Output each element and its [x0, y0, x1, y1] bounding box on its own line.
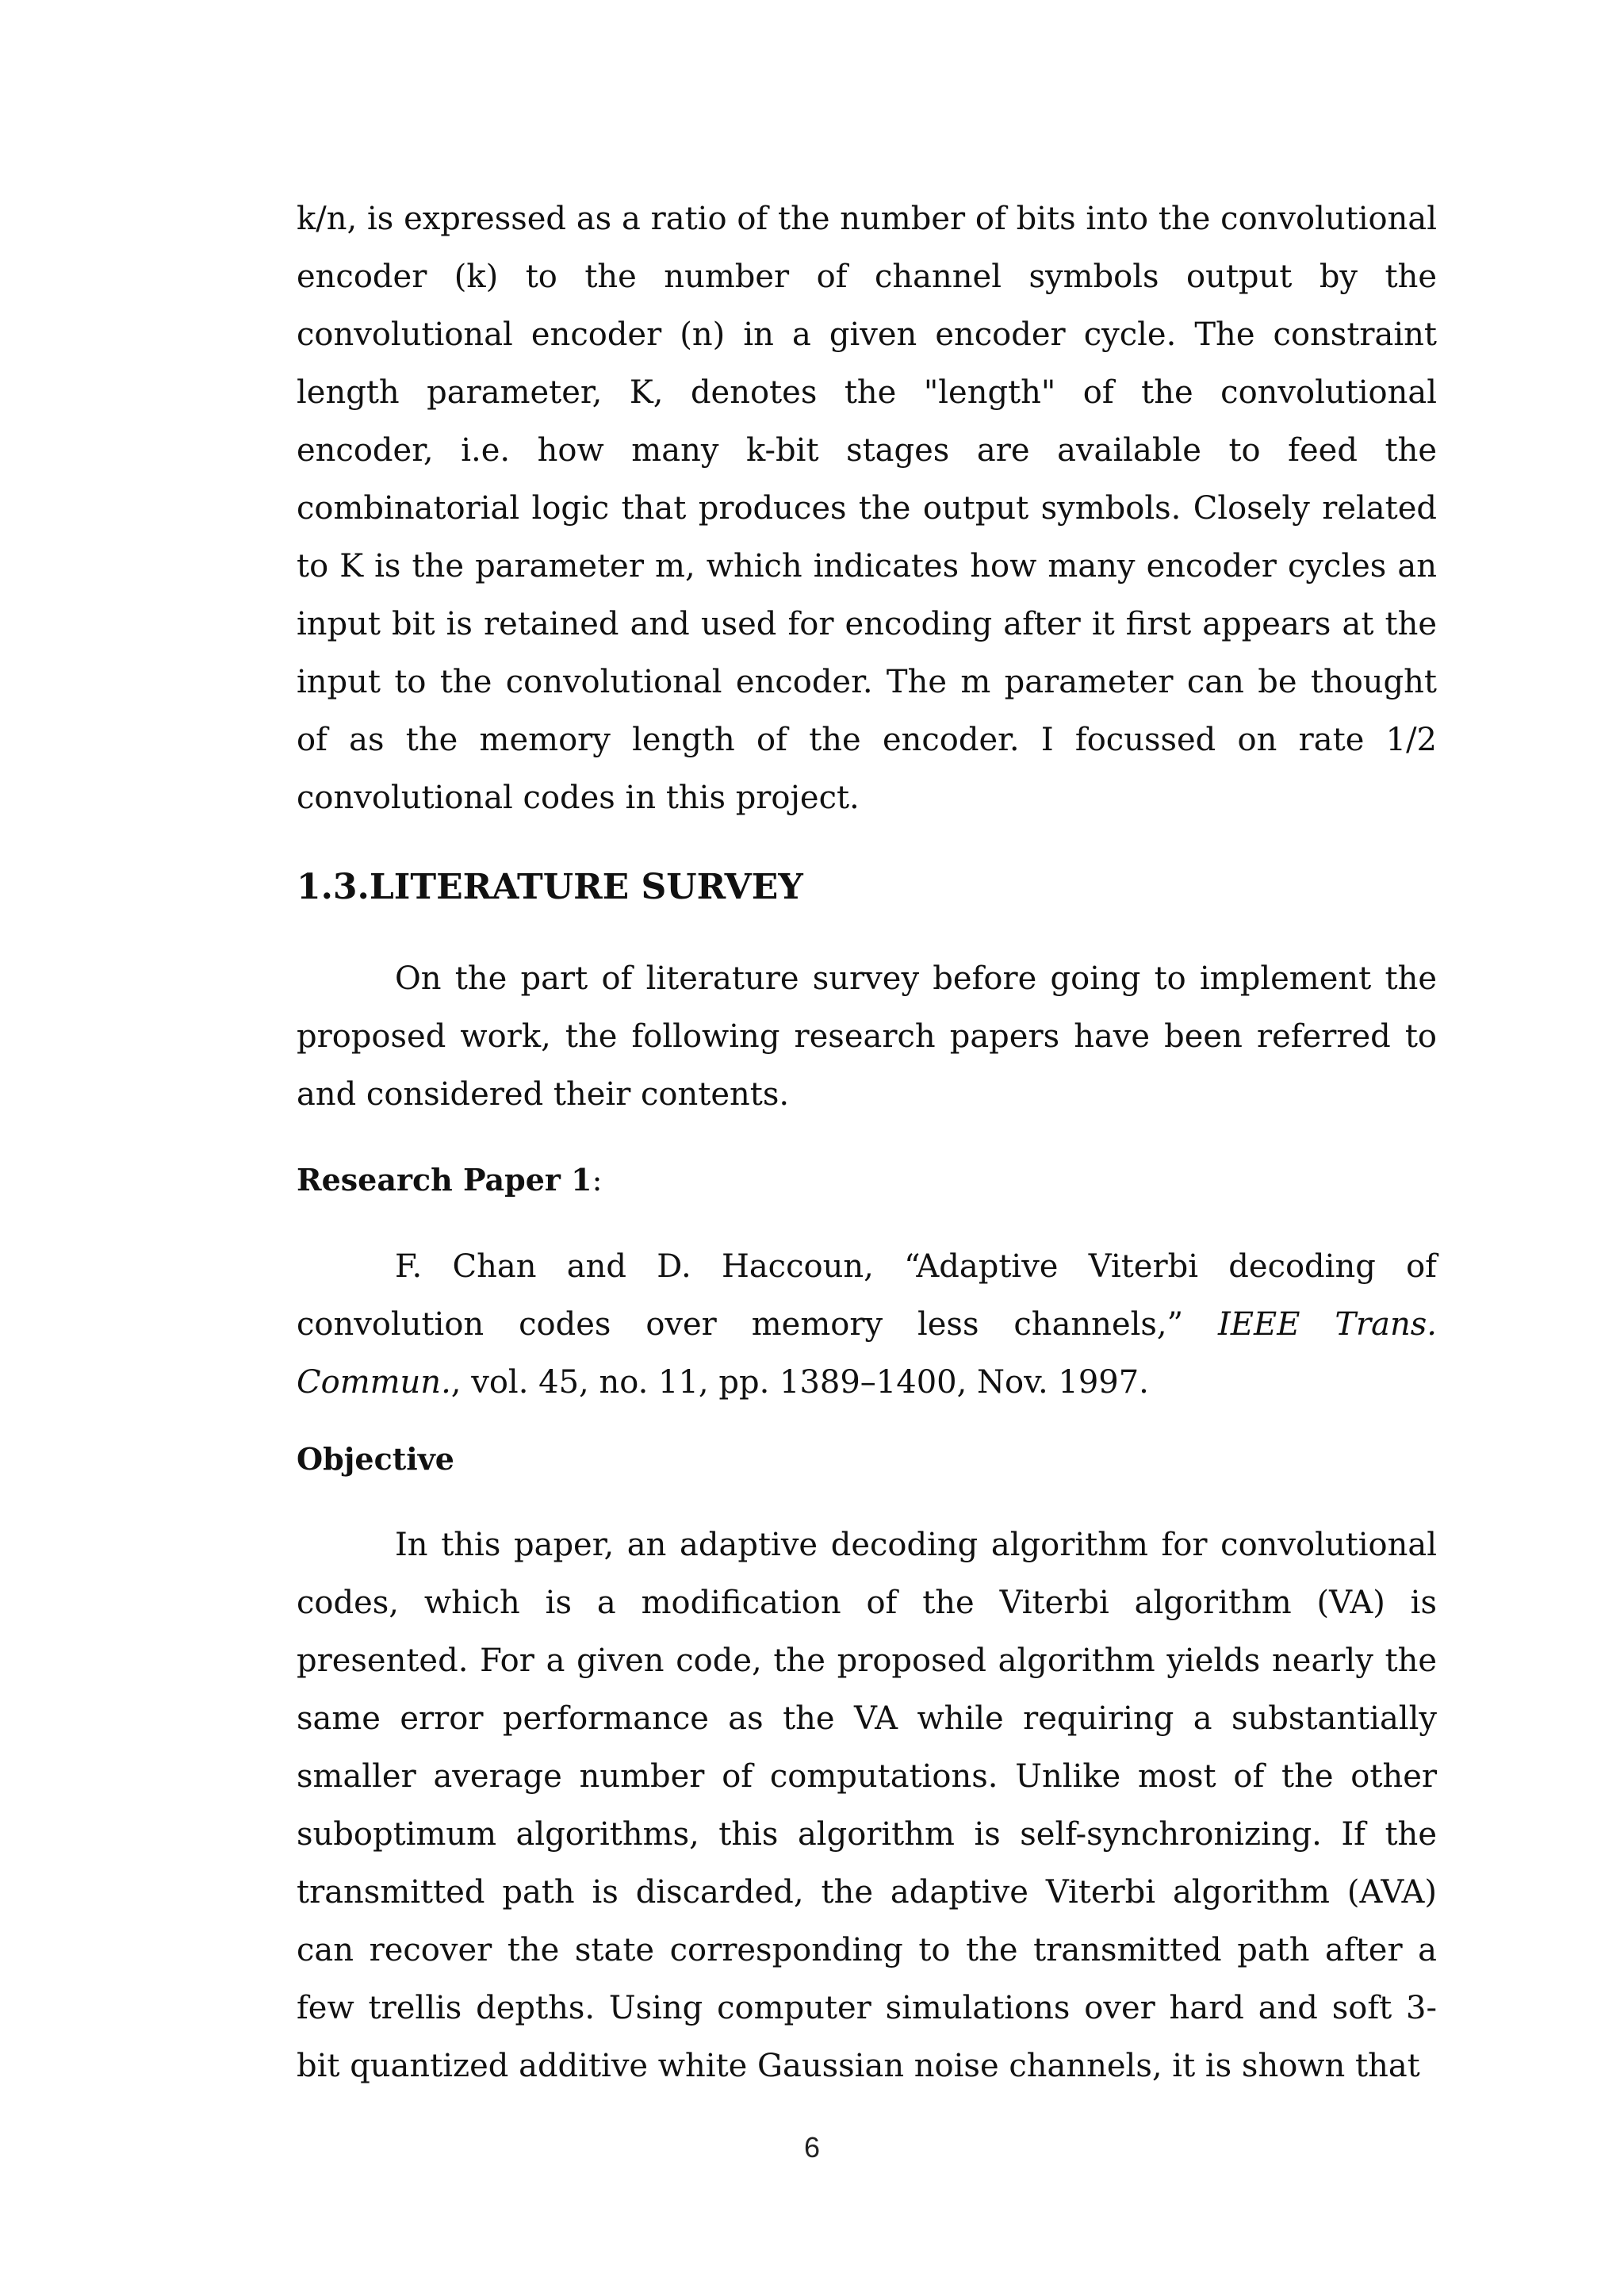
objective-label: Objective	[297, 1441, 454, 1477]
research-paper-colon: :	[592, 1163, 603, 1198]
research-paper-heading	[297, 1156, 1437, 1204]
section-heading: 1.3.LITERATURE SURVEY	[297, 867, 803, 907]
intro-paragraph: k/n, is expressed as a ratio of the number of bits into the convolutional encoder (k) to the number of channel symbols output by the convolutional encoder (n) in a given encoder cycle. The constraint length parameter, K, denotes the "length" of the convolutional encoder, i.e. how many k-bit stages are available to feed the combinatorial logic that produces the output symbols. Closely related to K is the parameter m, which indicates how many encoder cycles an input bit is retained and used for encoding after it first appears at the input to the convolutional encoder. The m parameter can be thought of as the memory length of the encoder. I focussed on rate 1/2 convolutional codes in this project.	[297, 201, 1437, 816]
citation-details: , vol. 45, no. 11, pp. 1389–1400, Nov. 1997.	[450, 1364, 1149, 1401]
survey-intro-paragraph: On the part of literature survey before going to implement the proposed work, the following research papers have been referred to and considered their contents.	[297, 960, 1437, 1113]
page-number: 6	[803, 2131, 821, 2164]
objective-heading	[297, 1435, 1437, 1483]
citation-journal: IEEE Trans. Commun.	[297, 1306, 1438, 1401]
objective-paragraph: In this paper, an adaptive decoding algorithm for convolutional codes, which is a modification of the Viterbi algorithm (VA) is presented. For a given code, the proposed algorithm yields nearly the same error performance as the VA while requiring a substantially smaller average number of computations. Unlike most of the other suboptimum algorithms, this algorithm is self-synchronizing. If the transmitted path is discarded, the adaptive Viterbi algorithm (AVA) can recover the state corresponding to the transmitted path after a few trellis depths. Using computer simulations over hard and soft 3-bit quantized additive white Gaussian noise channels, it is shown that	[297, 1527, 1437, 2084]
citation-authors-title: F. Chan and D. Haccoun, “Adaptive Viterbi decoding of convolution codes over memory less channels,”	[297, 1248, 1437, 1343]
citation-paragraph	[297, 1238, 1437, 1412]
research-paper-label: Research Paper 1	[297, 1162, 592, 1198]
